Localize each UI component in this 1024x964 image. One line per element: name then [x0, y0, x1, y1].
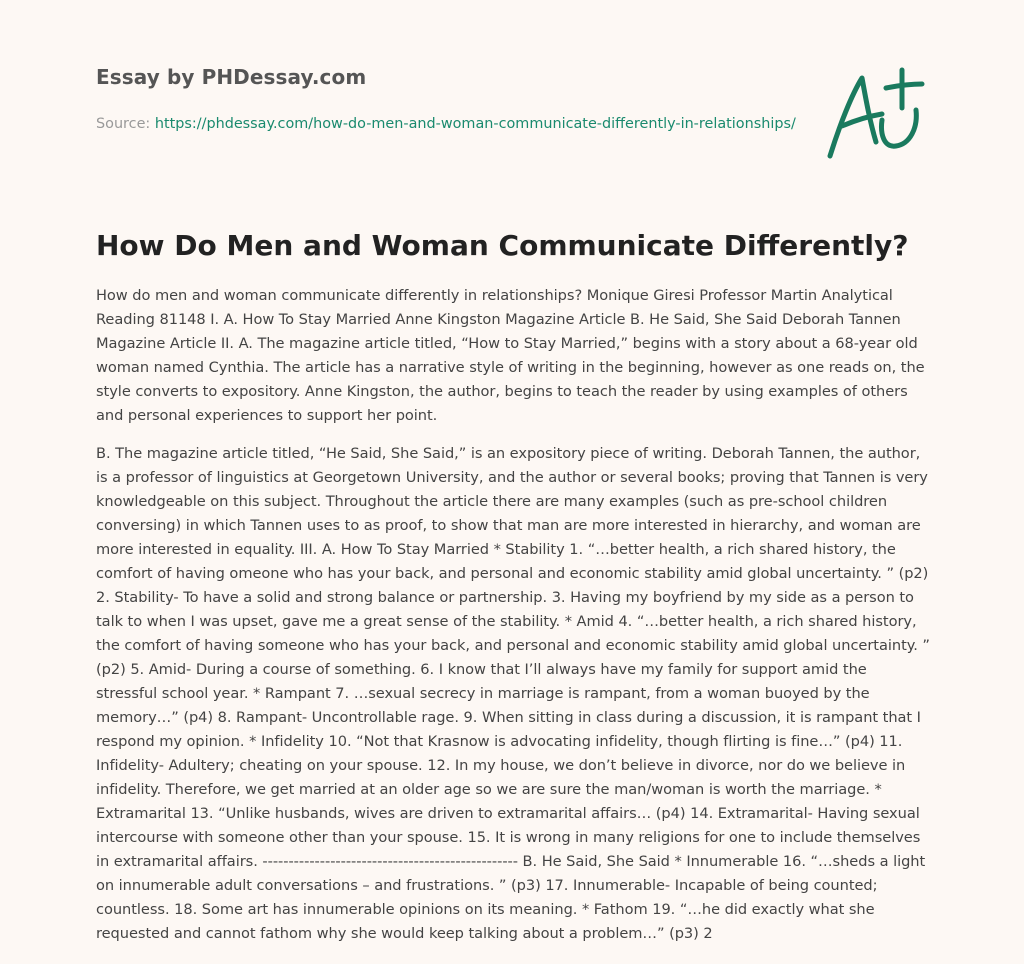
essay-paragraph: How do men and woman communicate differently in relationships? Monique Giresi Professor Martin Analytical Reading 81148 I. A. How To Stay Married Anne Kingston Magazine Article B. He Said, She Said Deborah Tannen Magazine Article II. A. The magazine article titled, “How to Stay Married,” begins with a story about a 68-year old woman named Cynthia. The article has a narrative style of writing in the beginning, however as one reads on, the style converts to expository. Anne Kingston, the author, begins to teach the reader by using examples of others and personal experiences to support her point.: [96, 287, 925, 424]
site-brand: Essay by PHDessay.com: [96, 65, 367, 89]
essay-body: [96, 284, 932, 960]
header: [96, 62, 796, 136]
essay-paragraph: B. The magazine article titled, “He Said, She Said,” is an expository piece of writing. Deborah Tannen, the author, is a professor of linguistics at Georgetown University, and the author or several books; proving that Tannen is very knowledgeable on this subject. Throughout the article there are many examples (such as pre-school children conversing) in which Tannen uses to as proof, to show that man are more interested in hierarchy, and woman are more interested in equality. III. A. How To Stay Married * Stability 1. “…better health, a rich shared history, the comfort of having omeone who has your back, and personal and economic stability amid global uncertainty. ” (p2) 2. Stability- To have a solid and strong balance or partnership. 3. Having my boyfriend by my side as a person to talk to when I was upset, gave me a great sense of the stability. * Amid 4. “…better health, a rich shared history, the comfort of having someone who has your back, and personal and economic stability amid global uncertainty. ” (p2) 5. Amid- During a course of something. 6. I know that I’ll always have my family for support amid the stressful school year. * Rampant 7. …sexual secrecy in marriage is rampant, from a woman buoyed by the memory…” (p4) 8. Rampant- Uncontrollable rage. 9. When sitting in class during a discussion, it is rampant that I respond my opinion. * Infidelity 10. “Not that Krasnow is advocating infidelity, though flirting is fine…” (p4) 11. Infidelity- Adultery; cheating on your spouse. 12. In my house, we don’t believe in divorce, nor do we believe in infidelity. Therefore, we get married at an older age so we are sure the man/woman is worth the marriage. * Extramarital 13. “Unlike husbands, wives are driven to extramarital affairs… (p4) 14. Extramarital- Having sexual intercourse with someone other than your spouse. 15. It is wrong in many religions for one to include themselves in extramarital affairs. ------------------------------------------------- B. He Said, She Said * Innumerable 16. “…sheds a light on innumerable adult conversations – and frustrations. ” (p3) 17. Innumerable- Incapable of being counted; countless. 18. Some art has innumerable opinions on its meaning. * Fathom 19. “…he did exactly what she requested and cannot fathom why she would keep talking about a problem…” (p3) 2: [96, 445, 930, 942]
a-plus-logo-icon: [820, 64, 930, 164]
source-label: Source:: [96, 116, 151, 132]
source-line: [96, 112, 796, 136]
a-plus-logo: [820, 64, 930, 164]
source-link[interactable]: https://phdessay.com/how-do-men-and-woman-communicate-differently-in-relationships/: [154, 116, 796, 132]
essay-title: How Do Men and Woman Communicate Differently?: [96, 229, 909, 262]
